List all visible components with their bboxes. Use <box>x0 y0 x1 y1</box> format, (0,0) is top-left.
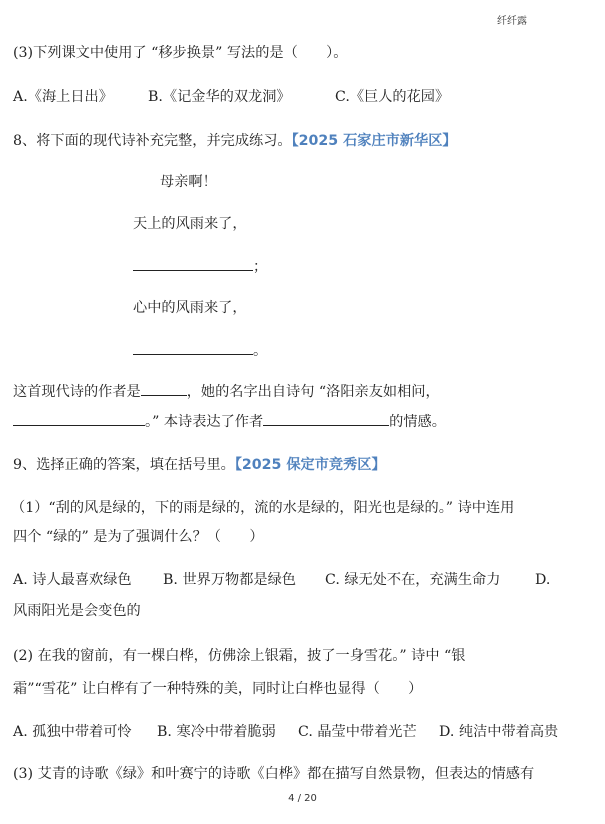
q9-1-line-1: （1）“刮的风是绿的，下的雨是绿的，流的水是绿的，阳光也是绿的。” 诗中连用 <box>11 500 515 516</box>
poem-blank-1[interactable] <box>133 256 253 271</box>
q9-title <box>13 455 386 475</box>
poem-line-4: 心中的风雨来了， <box>133 300 247 316</box>
poem-line-3-punct: ； <box>253 259 268 275</box>
q7-option-a: A.《海上日出》 <box>13 89 113 105</box>
q8-region-tag: 【2025 石家庄市新华区】 <box>291 133 457 149</box>
q9-1-option-a: A. 诗人最喜欢绿色 <box>13 572 132 588</box>
page-number: 4 / 20 <box>288 793 317 804</box>
poem-line-1: 母亲啊！ <box>160 174 217 190</box>
q9-1-option-d-cont: 风雨阳光是会变色的 <box>13 603 141 619</box>
q8-stem: 8、将下面的现代诗补充完整，并完成练习。 <box>13 133 292 149</box>
q9-1-option-b: B. 世界万物都是绿色 <box>163 572 296 588</box>
q7-option-c: C.《巨人的花园》 <box>335 89 450 105</box>
q9-2-line-1: (2) 在我的窗前，有一棵白桦，仿佛涂上银霜，披了一身雪花。” 诗中 “银 <box>13 648 466 664</box>
q8-author-blank[interactable] <box>141 381 187 396</box>
q7-3-stem: (3)下列课文中使用了 “移步换景” 写法的是（ ）。 <box>13 45 348 61</box>
q9-1-line-2: 四个 “绿的” 是为了强调什么？（ ） <box>13 529 264 545</box>
q9-3-line-1: (3) 艾青的诗歌《绿》和叶赛宁的诗歌《白桦》都在描写自然景物，但表达的情感有 <box>13 766 535 782</box>
q9-region-tag: 【2025 保定市竞秀区】 <box>234 457 386 473</box>
q8-q-part-1: 这首现代诗的作者是 <box>13 384 141 400</box>
q9-2-option-d: D. 纯洁中带着高贵 <box>439 724 559 740</box>
poem-line-5 <box>133 340 267 361</box>
poem-line-3 <box>133 256 267 277</box>
q9-1-option-d: D. <box>535 572 551 588</box>
q8-emotion-blank[interactable] <box>263 411 389 426</box>
q8-q-part-4: 的情感。 <box>389 414 446 430</box>
q8-q-part-3: 。” 本诗表达了作者 <box>145 414 264 430</box>
q8-question-line-2 <box>13 411 446 432</box>
q9-2-option-a: A. 孤独中带着可怜 <box>13 724 132 740</box>
q8-verse-blank[interactable] <box>13 411 145 426</box>
q8-title <box>13 131 457 151</box>
q7-option-b: B.《记金华的双龙洞》 <box>148 89 291 105</box>
q9-stem: 9、选择正确的答案，填在括号里。 <box>13 457 235 473</box>
poem-line-5-punct: 。 <box>253 343 268 359</box>
q8-question-line-1 <box>13 381 440 402</box>
poem-blank-2[interactable] <box>133 340 253 355</box>
header-name: 纤纤露 <box>497 16 527 27</box>
q9-2-option-b: B. 寒冷中带着脆弱 <box>157 724 276 740</box>
poem-line-2: 天上的风雨来了， <box>133 216 247 232</box>
q9-2-option-c: C. 晶莹中带着光芒 <box>298 724 417 740</box>
q8-q-part-2: ，她的名字出自诗句 “洛阳亲友如相问， <box>186 384 440 400</box>
q9-2-line-2: 霜”“雪花” 让白桦有了一种特殊的美，同时让白桦也显得（ ） <box>13 681 423 697</box>
q9-1-option-c: C. 绿无处不在，充满生命力 <box>325 572 501 588</box>
